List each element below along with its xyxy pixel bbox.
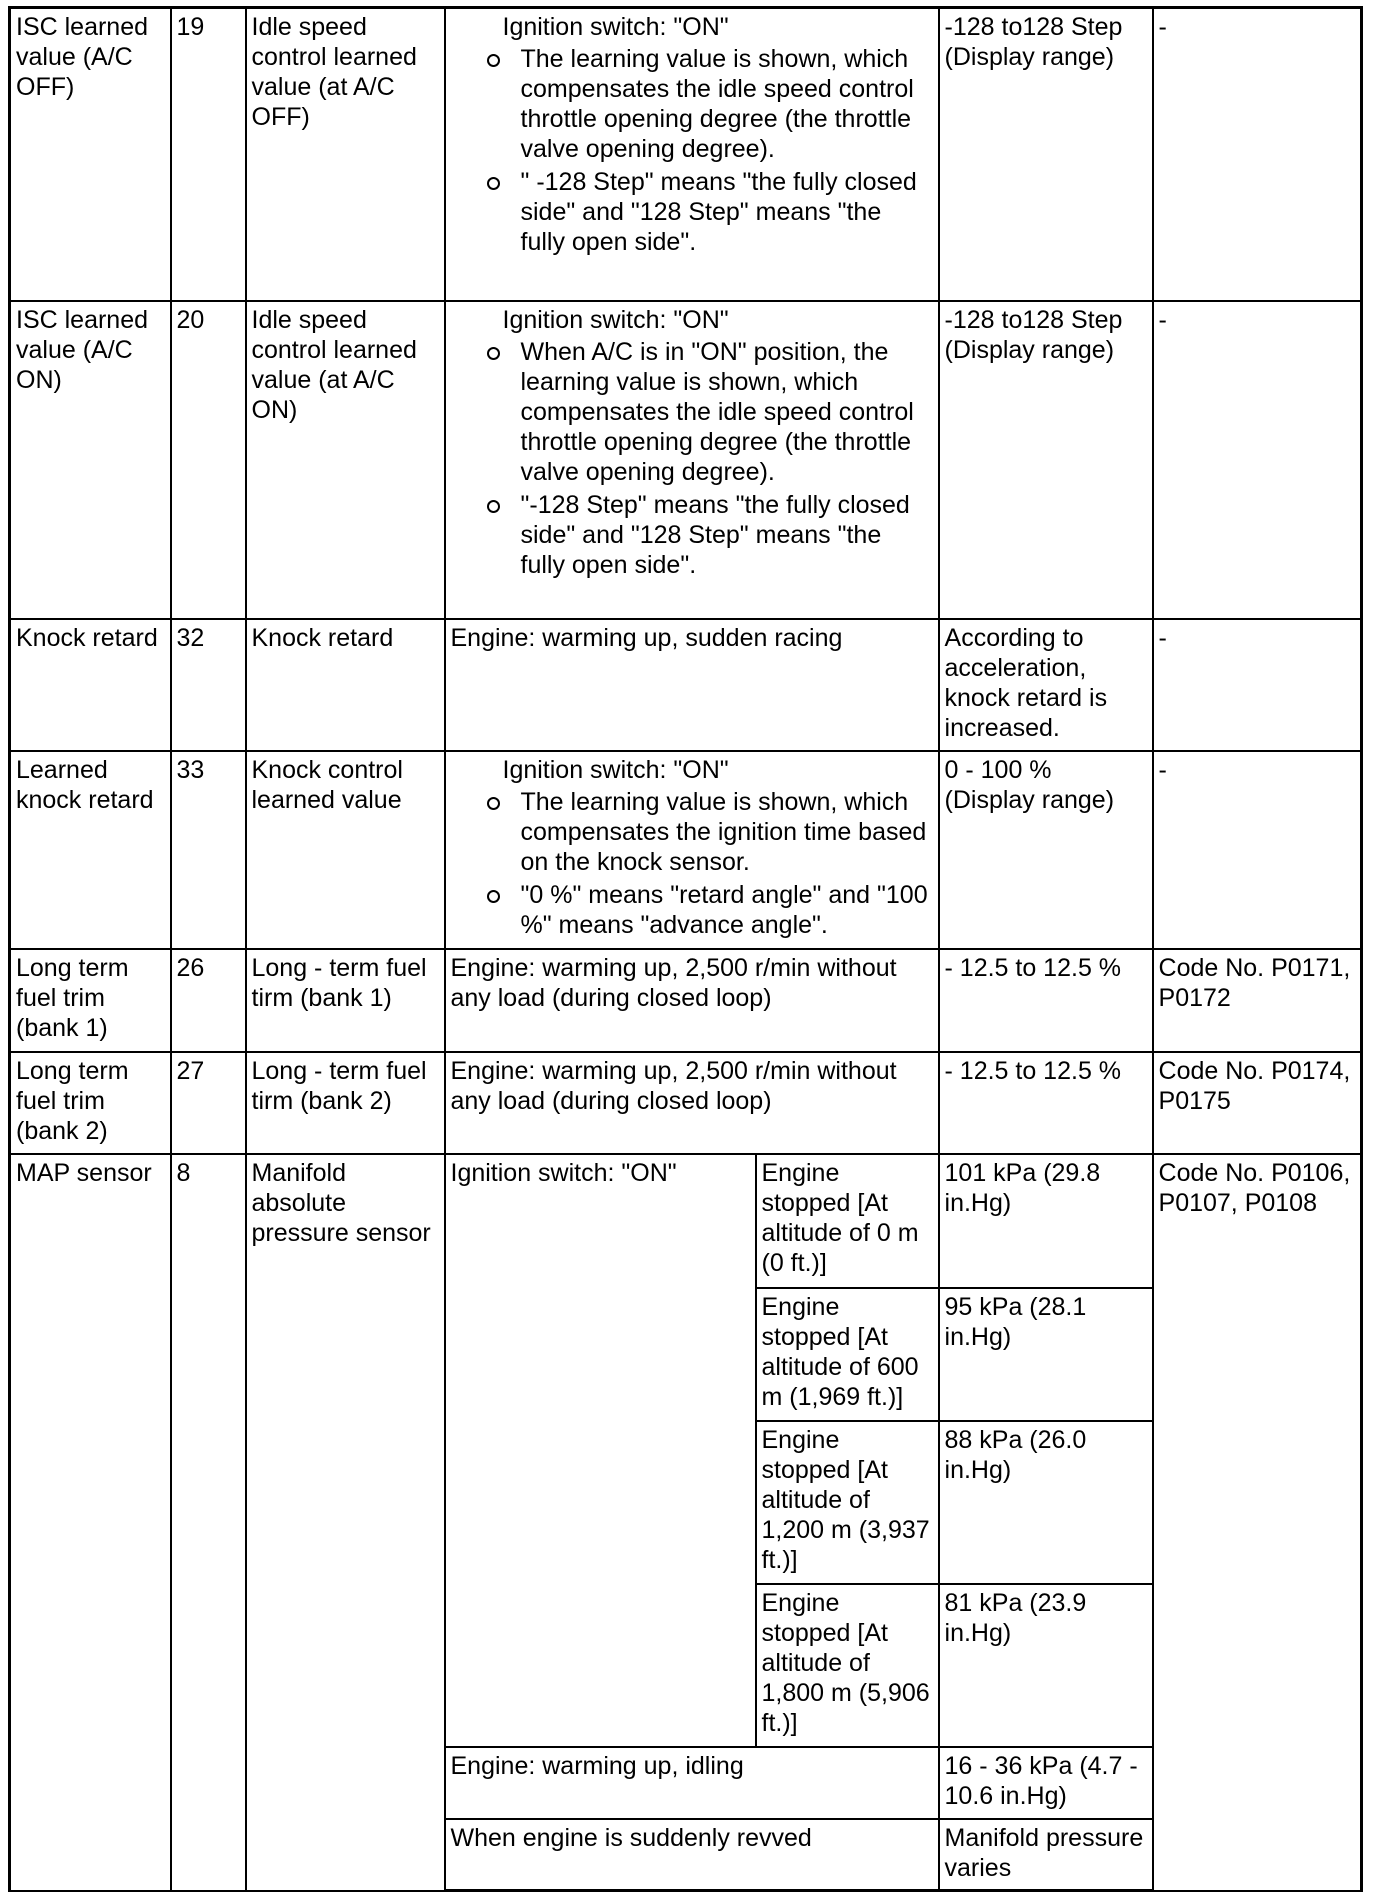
bullet-item: When A/C is in "ON" position, the learning value is shown, which compensates the idle speed control throttle opening degree (the throttle valve opening degree). [521,337,933,487]
bullet-list [451,337,933,580]
condition-cell: Ignition switch: "ON" [445,1154,756,1747]
condition-title: Ignition switch: "ON" [502,755,729,784]
item-cell: Learned knock retard [10,751,171,949]
value-cell: - 12.5 to 12.5 % [939,949,1153,1052]
state-cell: Engine stopped [At altitude of 1,800 m (5,906 ft.)] [756,1584,939,1747]
condition-cell: Engine: warming up, sudden racing [445,619,939,751]
state-cell: Engine stopped [At altitude of 1,200 m (3,937 ft.)] [756,1421,939,1584]
description-cell: Long - term fuel tirm (bank 2) [246,1052,445,1154]
value-cell: -128 to128 Step (Display range) [939,301,1153,619]
bullet-list [451,787,933,940]
item-cell: MAP sensor [10,1154,171,1891]
condition-cell [445,8,939,301]
value-cell: 81 kPa (23.9 in.Hg) [939,1584,1153,1747]
condition-cell: When engine is suddenly revved [445,1819,939,1891]
no-cell: 8 [171,1154,246,1891]
reference-cell: Code No. P0106, P0107, P0108 [1153,1154,1362,1891]
reference-cell: - [1153,301,1362,619]
table-row [10,751,1362,949]
value-cell: 95 kPa (28.1 in.Hg) [939,1288,1153,1421]
condition-cell: Engine: warming up, 2,500 r/min without any load (during closed loop) [445,1052,939,1154]
no-cell: 20 [171,301,246,619]
item-cell: ISC learned value (A/C OFF) [10,8,171,301]
value-cell: - 12.5 to 12.5 % [939,1052,1153,1154]
value-cell: According to acceleration, knock retard is increased. [939,619,1153,751]
table-row [10,8,1362,301]
reference-cell: Code No. P0174, P0175 [1153,1052,1362,1154]
bullet-item: " -128 Step" means "the fully closed side" and "128 Step" means "the fully open side". [521,167,933,257]
item-cell: Knock retard [10,619,171,751]
condition-title: Ignition switch: "ON" [502,305,729,334]
bullet-item: "0 %" means "retard angle" and "100 %" means "advance angle". [521,880,933,940]
no-cell: 26 [171,949,246,1052]
description-cell: Idle speed control learned value (at A/C ON) [246,301,445,619]
table-row [10,1154,1362,1288]
item-cell: Long term fuel trim (bank 1) [10,949,171,1052]
condition-cell: Engine: warming up, idling [445,1747,939,1819]
description-cell: Manifold absolute pressure sensor [246,1154,445,1891]
reference-cell: - [1153,619,1362,751]
state-cell: Engine stopped [At altitude of 600 m (1,969 ft.)] [756,1288,939,1421]
reference-cell: - [1153,8,1362,301]
condition-cell [445,301,939,619]
value-cell: 16 - 36 kPa (4.7 - 10.6 in.Hg) [939,1747,1153,1819]
no-cell: 33 [171,751,246,949]
description-cell: Long - term fuel tirm (bank 1) [246,949,445,1052]
table-row [10,1052,1362,1154]
state-cell: Engine stopped [At altitude of 0 m (0 ft.)] [756,1154,939,1288]
no-cell: 32 [171,619,246,751]
value-cell: Manifold pressure varies [939,1819,1153,1891]
table-row [10,301,1362,619]
bullet-item: The learning value is shown, which compensates the idle speed control throttle opening degree (the throttle valve opening degree). [521,44,933,164]
bullet-item: The learning value is shown, which compensates the ignition time based on the knock sensor. [521,787,933,877]
condition-title: Ignition switch: "ON" [502,13,729,41]
item-cell: Long term fuel trim (bank 2) [10,1052,171,1154]
condition-cell: Engine: warming up, 2,500 r/min without any load (during closed loop) [445,949,939,1052]
description-cell: Knock retard [246,619,445,751]
bullet-list [451,44,933,257]
bullet-item: "-128 Step" means "the fully closed side" and "128 Step" means "the fully open side". [521,490,933,580]
no-cell: 27 [171,1052,246,1154]
condition-cell [445,751,939,949]
value-cell: 0 - 100 % (Display range) [939,751,1153,949]
table-row [10,949,1362,1052]
value-cell: -128 to128 Step (Display range) [939,8,1153,301]
no-cell: 19 [171,8,246,301]
value-cell: 88 kPa (26.0 in.Hg) [939,1421,1153,1584]
value-cell: 101 kPa (29.8 in.Hg) [939,1154,1153,1288]
description-cell: Idle speed control learned value (at A/C OFF) [246,8,445,301]
reference-cell: Code No. P0171, P0172 [1153,949,1362,1052]
data-monitor-table [8,6,1363,1892]
item-cell: ISC learned value (A/C ON) [10,301,171,619]
table-row [10,619,1362,751]
description-cell: Knock control learned value [246,751,445,949]
reference-cell: - [1153,751,1362,949]
